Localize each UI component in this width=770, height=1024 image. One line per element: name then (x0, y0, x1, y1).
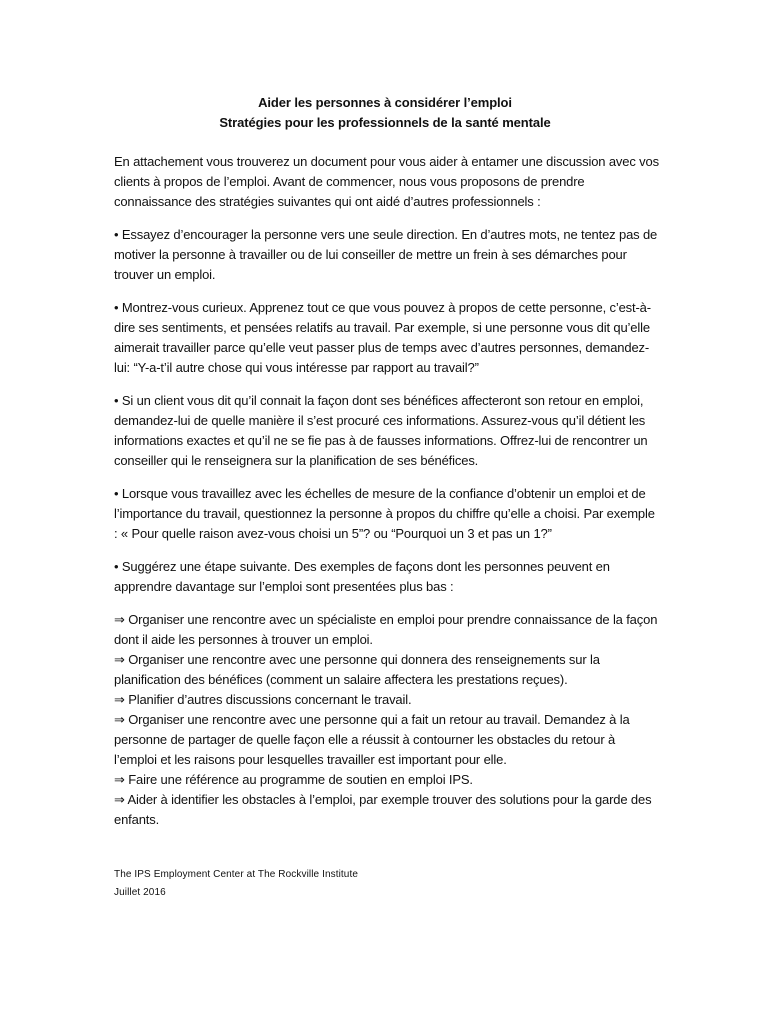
document-body (114, 152, 659, 830)
next-step-item: ⇒ Organiser une rencontre avec un spécialiste en emploi pour prendre connaissance de la façon dont il aide les personnes à trouver un emploi. (114, 612, 658, 647)
document-footer (114, 866, 358, 902)
strategy-paragraph: • Suggérez une étape suivante. Des exemples de façons dont les personnes peuvent en apprendre davantage sur l’emploi sont presentées plus bas : (114, 559, 610, 594)
next-step-item: ⇒ Aider à identifier les obstacles à l’emploi, par exemple trouver des solutions pour la garde des enfants. (114, 792, 652, 827)
document-title: Aider les personnes à considérer l’emploi (258, 95, 512, 110)
strategy-paragraph: • Montrez-vous curieux. Apprenez tout ce que vous pouvez à propos de cette personne, c’est-à-dire ses sentiments, et pensées relatifs au travail. Par exemple, si une personne vous dit qu’elle aimerait travailler parce qu’elle veut passer plus de temps avec d’autres personnes, demandez-lui: “Y-a-t’il autre chose qui vous intéresse par rapport au travail?” (114, 300, 651, 375)
title-block (0, 93, 770, 133)
next-steps-list (114, 610, 659, 830)
strategy-paragraph: • Si un client vous dit qu’il connait la façon dont ses bénéfices affecteront son retour en emploi, demandez-lui de quelle manière il s’est procuré ces informations. Assurez-vous qu’il détient les informations exactes et qu’il ne se fie pas à de fausses informations. Offrez-lui de rencontrer un conseiller qui le renseignera sur la planification de ses bénéfices. (114, 393, 648, 468)
next-step-item: ⇒ Organiser une rencontre avec une personne qui a fait un retour au travail. Demandez à la personne de partager de quelle façon elle a réussit à contourner les obstacles du retour à l’emploi et les raisons pour lesquelles travailler est important pour elle. (114, 712, 630, 767)
strategy-paragraph: • Essayez d’encourager la personne vers une seule direction. En d’autres mots, ne tentez pas de motiver la personne à travailler ou de lui conseiller de mettre un frein à ses démarches pour trouver un emploi. (114, 227, 658, 282)
document-subtitle: Stratégies pour les professionnels de la santé mentale (219, 115, 551, 130)
footer-organization: The IPS Employment Center at The Rockville Institute (114, 869, 359, 880)
strategy-paragraph: • Lorsque vous travaillez avec les échelles de mesure de la confiance d’obtenir un emploi et de l’importance du travail, questionnez la personne à propos du chiffre qu’elle a choisi. Par exemple : « Pour quelle raison avez-vous choisi un 5”? ou “Pourquoi un 3 et pas un 1?” (114, 486, 655, 541)
next-step-item: ⇒ Faire une référence au programme de soutien en emploi IPS. (114, 772, 473, 787)
next-step-item: ⇒ Planifier d’autres discussions concernant le travail. (114, 692, 412, 707)
next-step-item: ⇒ Organiser une rencontre avec une personne qui donnera des renseignements sur la planification des bénéfices (comment un salaire affectera les prestations reçues). (114, 652, 600, 687)
intro-paragraph: En attachement vous trouverez un document pour vous aider à entamer une discussion avec vos clients à propos de l’emploi. Avant de commencer, nous vous proposons de prendre connaissance des stratégies suivantes qui ont aidé d’autres professionnels : (114, 154, 659, 209)
footer-date: Juillet 2016 (114, 887, 166, 898)
